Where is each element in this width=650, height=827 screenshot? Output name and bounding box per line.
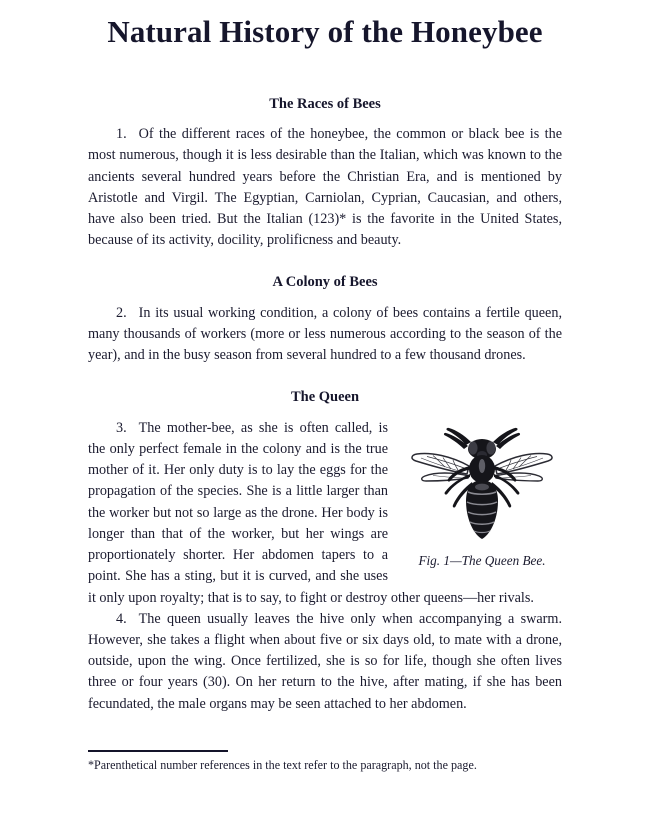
paragraph-number-4: 4. [116, 610, 127, 627]
footnote-area [88, 750, 562, 774]
section-heading-the-queen: The Queen [290, 389, 360, 406]
paragraph-number-1: 1. [116, 126, 127, 143]
footnote-text: *Parenthetical number references in the text refer to the paragraph, not the page. [88, 758, 477, 772]
footnote-separator-rule [88, 750, 228, 752]
paragraph-2 [88, 303, 562, 367]
paragraph-1 [88, 124, 562, 251]
document-content [88, 0, 562, 715]
paragraph-text-4: The queen usually leaves the hive only when accompanying a swarm. However, she takes a flight when about five or six days old, to mate with a drone, outside, upon the wing. Once fertilized, she is so for life, though she often lives three or four years (30). On her return to the hive, after mating, if she has been fecundated, the male organs may be seen attached to her abdomen. [88, 610, 562, 712]
paragraph-4 [88, 609, 562, 715]
paragraph-text-2: In its usual working condition, a colony of bees contains a fertile queen, many thousands of workers (more or less numerous according to the season of the year), and in the busy season from several hundred to a few thousand drones. [88, 304, 562, 364]
queen-bee-icon [407, 422, 557, 544]
paragraph-number-3: 3. [116, 419, 127, 436]
paragraph-number-2: 2. [116, 304, 127, 321]
page-title: Natural History of the Honeybee [107, 14, 543, 49]
section-heading-a-colony-of-bees: A Colony of Bees [272, 274, 378, 291]
paragraph-text-3: The mother-bee, as she is often called, is the only perfect female in the colony and is the true mother of it. Her only duty is to lay the eggs for the propagation of the species. She is a little larger than the worker but not so large as the drone. Her body is longer than that of the worker, but her wings are proportionately shorter. Her abdomen tapers to a point. She has a sting, but it is curved, and she uses it only upon royalty; that is to say, to fight or destroy other queens—her rivals. [88, 419, 534, 606]
figure-caption: Fig. 1—The Queen Bee. [418, 552, 546, 568]
paragraph-text-1: Of the different races of the honeybee, the common or black bee is the most numerous, though it is less desirable than the Italian, which was known to the ancients several hundred years before the Christian Era, and is mentioned by Aristotle and Virgil. The Egyptian, Carniolan, Cyprian, Caucasian, and others, have also been tried. But the Italian (123)* is the favorite in the United States, because of its activity, docility, prolificness and beauty. [88, 126, 562, 249]
figure-queen-bee [402, 422, 562, 569]
section-heading-races-of-bees: The Races of Bees [269, 95, 381, 112]
